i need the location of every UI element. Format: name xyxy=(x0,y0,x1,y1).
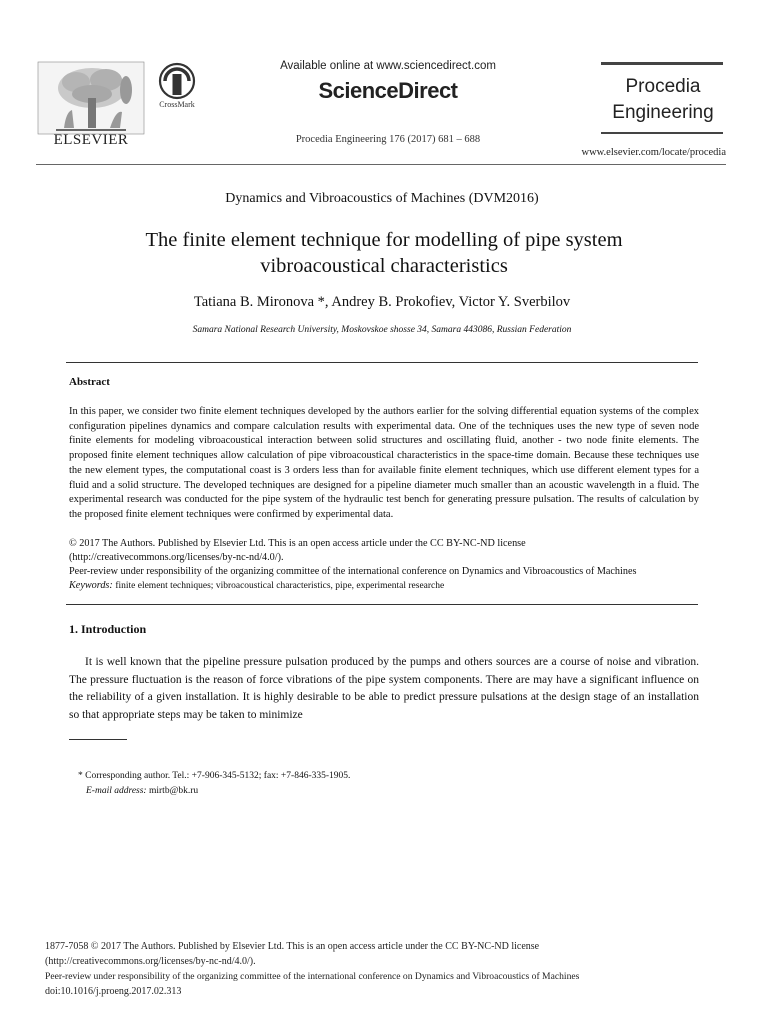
journal-rule-top xyxy=(601,62,723,65)
issn: 1877-7058 xyxy=(45,941,89,952)
doi[interactable]: doi:10.1016/j.proeng.2017.02.313 xyxy=(45,986,182,997)
keywords-label: Keywords: xyxy=(69,580,113,591)
keywords-line xyxy=(69,579,709,593)
intro-paragraph: It is well known that the pipeline pressure pulsation produced by the pumps and others sources are a course of noise and vibration. The pressure fluctuation is the reason of force vibrations of the pipe system components. There are may have a significant influence on the reliability of a given installation. It is highly desirable to be able to predict pressure pulsations at the design stage of an installation so that appropriate steps may be taken to minimize xyxy=(69,656,699,721)
keywords: finite element techniques; vibroacoustical characteristics, pipe, experimental researche xyxy=(115,581,445,591)
abstract-copyright xyxy=(69,537,709,593)
abstract-rule-bottom xyxy=(66,604,698,605)
footnote-email-line xyxy=(86,786,198,796)
header-divider xyxy=(36,164,726,165)
abstract-rule-top xyxy=(66,362,698,363)
journal-rule-bottom xyxy=(601,132,723,134)
crossmark-badge[interactable] xyxy=(153,62,201,112)
authors: Tatiana B. Mironova *, Andrey B. Prokofiev, Victor Y. Sverbilov xyxy=(193,294,571,310)
email-label: E-mail address: xyxy=(86,786,147,796)
page-footer xyxy=(45,939,735,999)
available-online: Available online at www.sciencedirect.com xyxy=(280,60,496,72)
journal-citation: Procedia Engineering 176 (2017) 681 – 688 xyxy=(295,134,481,145)
journal-name-line2: Engineering xyxy=(612,102,714,123)
elsevier-logo xyxy=(36,60,146,150)
abstract-heading: Abstract xyxy=(69,376,110,388)
abstract-license-link[interactable]: (http://creativecommons.org/licenses/by-nc-nd/4.0/). xyxy=(69,552,284,563)
crossmark-label: CrossMark xyxy=(159,100,195,109)
abstract-copyright-line1: © 2017 The Authors. Published by Elsevier Ltd. This is an open access article under the CC BY-NC-ND license xyxy=(69,538,526,549)
intro-heading: 1. Introduction xyxy=(69,622,147,636)
abstract-body: In this paper, we consider two finite element techniques developed by the authors earlier for the solving differential equation systems of the complex configuration pipelines dynamics and compare calculation results with experimental data. One of the techniques uses the new type of seven node finite elements for modeling vibroacoustical interaction between solid structures and oscillating fluid, another - two node finite elements. The proposed finite element techniques allow calculation of pipe vibroacoustical characteristics in the space-time domain. Because these techniques use the new element types, the computational coast is 3 orders less than for available finite element techniques, which use different element types for a fluid and a solid structure. The developed techniques are designed for a pipeline diameter much smaller than an acoustic wavelength in a fluid. The experimental research was conducted for the pipe system of the hydraulic test bench for generating pressure pulsation. The results of calculation by the proposed finite element techniques were confirmed by experimental data. xyxy=(69,406,699,520)
footer-license-link[interactable]: (http://creativecommons.org/licenses/by-nc-nd/4.0/). xyxy=(45,956,256,967)
affiliation: Samara National Research University, Moskovskoe shosse 34, Samara 443086, Russian Federation xyxy=(192,325,572,335)
paper-title-line1: The finite element technique for modelling of pipe system xyxy=(145,229,623,251)
footnote-corresponding: * Corresponding author. Tel.: +7-906-345-5132; fax: +7-846-335-1905. xyxy=(78,771,351,781)
journal-url[interactable]: www.elsevier.com/locate/procedia xyxy=(581,147,726,158)
journal-name-line1: Procedia xyxy=(625,76,701,97)
conference-name: Dynamics and Vibroacoustics of Machines (DVM2016) xyxy=(225,191,539,206)
elsevier-wordmark: ELSEVIER xyxy=(53,132,129,148)
elsevier-tree-icon xyxy=(36,60,146,136)
email-address[interactable]: mirtb@bk.ru xyxy=(148,786,199,796)
footer-copyright: © 2017 The Authors. Published by Elsevier Ltd. This is an open access article under the CC BY-NC-ND license xyxy=(90,941,540,952)
abstract-peer-review: Peer-review under responsibility of the organizing committee of the international conference on Dynamics and Vibroacoustics of Machines xyxy=(69,566,637,577)
footer-peer-review: Peer-review under responsibility of the organizing committee of the international conference on Dynamics and Vibroacoustics of Machines xyxy=(45,971,580,982)
sciencedirect-logo: ScienceDirect xyxy=(318,78,458,103)
paper-title-line2: vibroacoustical characteristics xyxy=(260,255,508,277)
footnote-rule xyxy=(69,739,127,740)
crossmark-icon xyxy=(153,62,201,100)
footer-copyright-line xyxy=(45,939,735,954)
